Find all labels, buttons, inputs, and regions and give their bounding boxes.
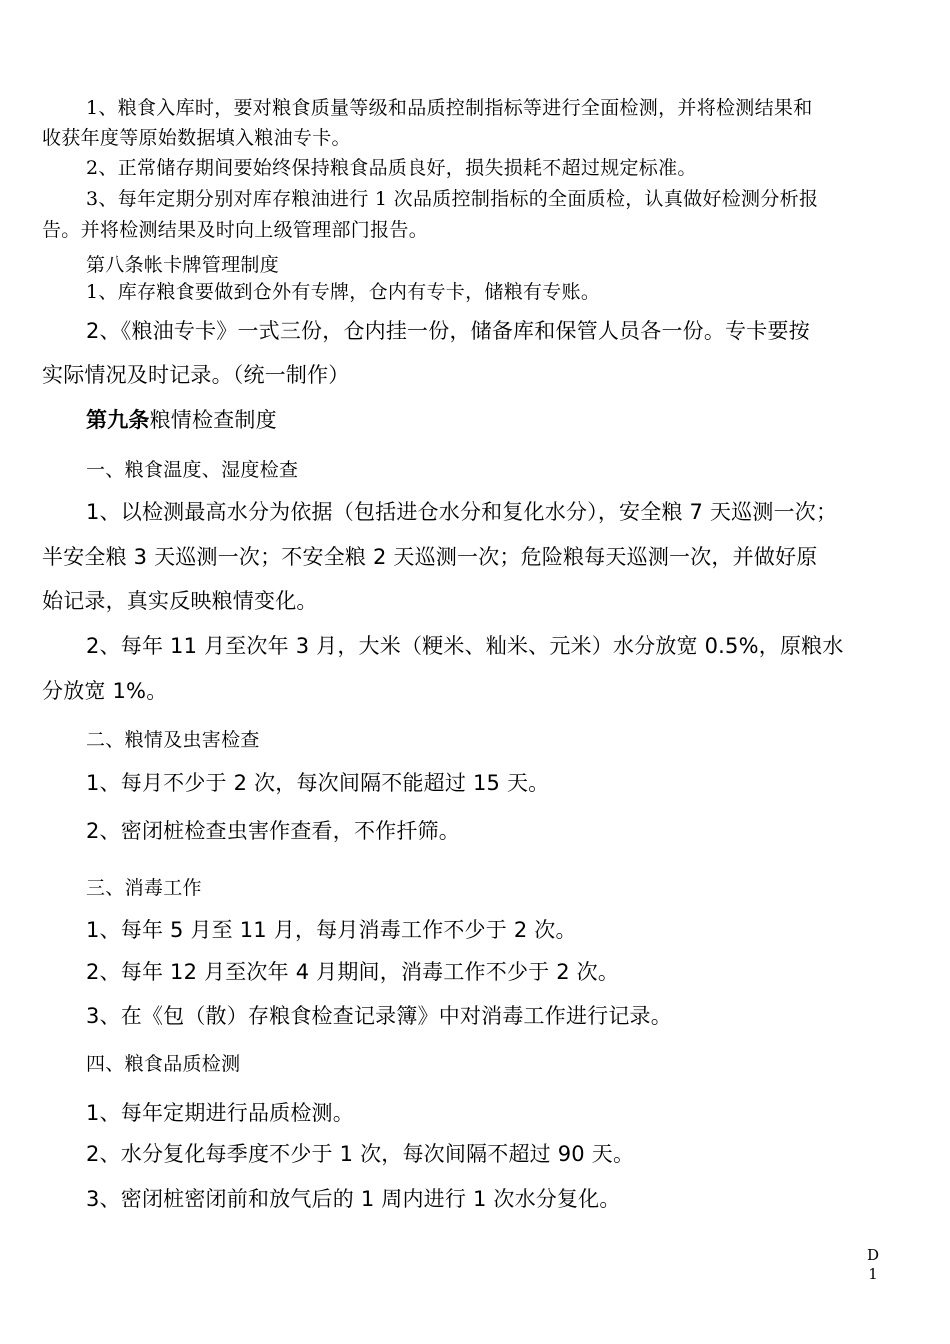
section7-item1-line1: 1、粮食入库时，要对粮食质量等级和品质控制指标等进行全面检测，并将检测结果和: [86, 97, 813, 119]
section9-heading-title: 粮情检查制度: [149, 408, 277, 432]
section8-item1: 1、库存粮食要做到仓外有专牌，仓内有专卡，储粮有专账。: [86, 281, 601, 303]
section7-item3-line1: 3、每年定期分别对库存粮油进行 1 次品质控制指标的全面质检，认真做好检测分析报: [86, 188, 819, 210]
part1-item2-line2: 分放宽 1%。: [42, 679, 168, 703]
part3-item3: 3、在《包（散）存粮食检查记录簿》中对消毒工作进行记录。: [86, 1004, 672, 1028]
part4-item3: 3、密闭桩密闭前和放气后的 1 周内进行 1 次水分复化。: [86, 1187, 621, 1211]
section8-item2-line1: 2、《粮油专卡》一式三份，仓内挂一份，储备库和保管人员各一份。专卡要按: [86, 319, 810, 343]
section9-heading-number: 第九条: [86, 408, 150, 432]
part1-item1-line2: 半安全粮 3 天巡测一次；不安全粮 2 天巡测一次；危险粮每天巡测一次，并做好原: [42, 545, 818, 569]
part1-item1-line3: 始记录，真实反映粮情变化。: [42, 589, 318, 613]
part2-title: 二、粮情及虫害检查: [86, 729, 260, 751]
part4-item1: 1、每年定期进行品质检测。: [86, 1101, 354, 1125]
part3-title: 三、消毒工作: [86, 877, 202, 899]
page-marker-letter: D: [866, 1246, 880, 1264]
section7-item2: 2、正常储存期间要始终保持粮食品质良好，损失损耗不超过规定标准。: [86, 157, 697, 179]
part2-item1: 1、每月不少于 2 次，每次间隔不能超过 15 天。: [86, 771, 550, 795]
part1-item2-line1: 2、每年 11 月至次年 3 月，大米（粳米、籼米、元米）水分放宽 0.5%，原粮水: [86, 634, 844, 658]
page-number: 1: [868, 1265, 878, 1283]
part1-title: 一、粮食温度、湿度检查: [86, 459, 299, 481]
section8-heading: 第八条帐卡牌管理制度: [86, 254, 280, 276]
part3-item1: 1、每年 5 月至 11 月，每月消毒工作不少于 2 次。: [86, 918, 577, 942]
part4-title: 四、粮食品质检测: [86, 1053, 241, 1075]
section7-item3-line2: 告。并将检测结果及时向上级管理部门报告。: [42, 219, 429, 241]
section9-heading: [86, 404, 277, 434]
part4-item2: 2、水分复化每季度不少于 1 次，每次间隔不超过 90 天。: [86, 1142, 635, 1166]
part2-item2: 2、密闭桩检查虫害作查看，不作扦筛。: [86, 819, 460, 843]
section8-item2-line2: 实际情况及时记录。（统一制作）: [42, 363, 350, 387]
part3-item2: 2、每年 12 月至次年 4 月期间，消毒工作不少于 2 次。: [86, 960, 620, 984]
part1-item1-line1: 1、以检测最高水分为依据（包括进仓水分和复化水分），安全粮 7 天巡测一次；: [86, 500, 838, 524]
section7-item1-line2: 收获年度等原始数据填入粮油专卡。: [42, 127, 351, 149]
